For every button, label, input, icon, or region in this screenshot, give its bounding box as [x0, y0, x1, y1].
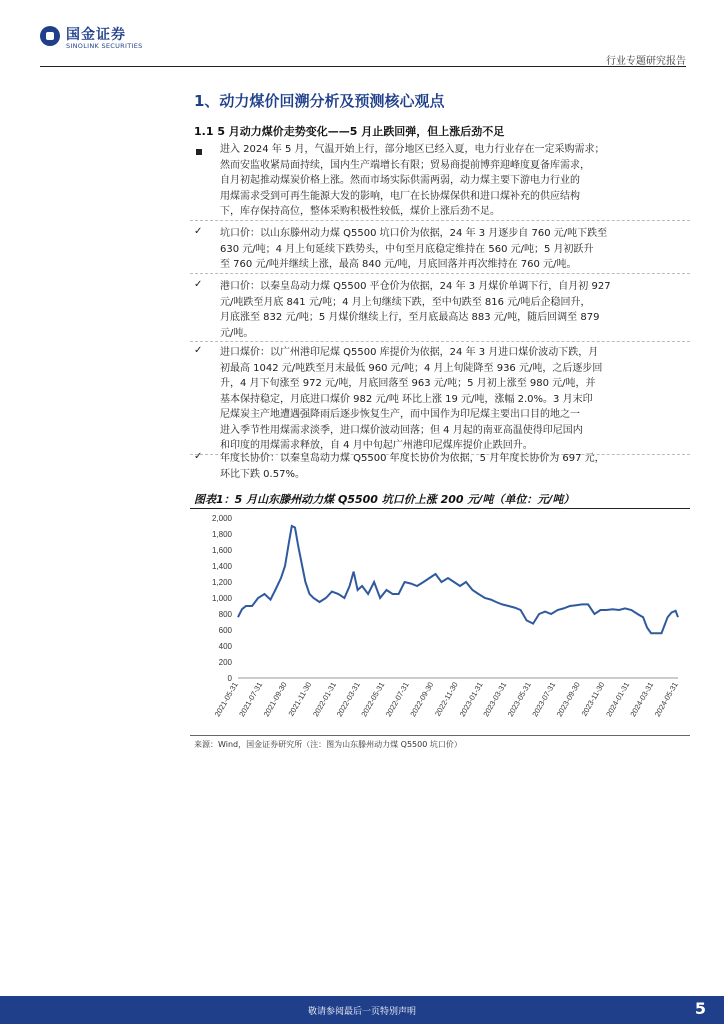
y-axis — [212, 514, 233, 683]
y-tick-label: 1,800 — [211, 530, 232, 539]
x-tick-label: 2022-03-31 — [334, 680, 362, 719]
subsection-title: 1.1 5 月动力煤价走势变化——5 月止跌回弹，但上涨后劲不足 — [194, 125, 505, 138]
x-tick-label: 2024-01-31 — [604, 680, 632, 719]
footer-disclaimer: 敬请参阅最后一页特别声明 — [307, 1007, 416, 1017]
pithead-price-series-line — [238, 526, 678, 633]
paragraph-pithead-price: 坑口价：以山东滕州动力煤 Q5500 坑口价为依据，24 年 3 月逐步自 760 元/吨下跌至 630 元/吨；4 月上旬延续下跌势头，中旬至月底稳定维持在 560 元/吨；5 月初跃升 至 760 元/吨并继续上涨，最高 840 元/吨，月底回落并再次维持在 760 元/吨。 — [220, 228, 608, 270]
logo-english-name: SINOLINK SECURITIES — [66, 42, 143, 50]
paragraph-import-price: 进口煤价：以广州港印尼煤 Q5500 库提价为依据，24 年 3 月进口煤价波动下跌，月 初最高 1042 元/吨跌至月末最低 960 元/吨；4 月上旬陡降至 936 元/吨，之后逐步回 升，4 月下旬涨至 972 元/吨，月底回落至 963 元/吨；5 月初上涨至 980 元/吨，并 基本保持稳定，月底进口煤价 982 元/吨 环比上涨 19 元/吨，涨幅 2.0%。3 月末印 尼煤炭主产地遭遇强降雨后逐步恢复生产，而中国作为印尼煤主要出口目的地之一 进入季节性用煤需求淡季，进口煤价波动回落；但 4 月起的南亚高温使得印尼国内 和印度的用煤需求释放，自 4 月中旬起广州港印尼煤库提价止跌回升。 — [220, 347, 603, 451]
figure-source-note: 来源：Wind，国金证券研究所（注：图为山东滕州动力煤 Q5500 坑口价） — [194, 740, 462, 749]
y-tick-label: 0 — [227, 674, 232, 683]
paragraph-divider — [190, 273, 690, 274]
x-tick-label: 2023-07-31 — [530, 680, 558, 719]
y-tick-label: 2,000 — [211, 514, 232, 523]
x-axis — [213, 678, 680, 718]
x-tick-label: 2021-11-30 — [286, 680, 314, 718]
x-tick-label: 2023-09-30 — [554, 680, 582, 719]
x-tick-label: 2022-11-30 — [433, 680, 460, 718]
paragraph-divider — [190, 220, 690, 221]
header-divider — [40, 66, 686, 67]
paragraph-market-overview: 进入 2024 年 5 月，气温开始上行，部分地区已经入夏，电力行业存在一定采购需求； 然而安监收紧局面持续，国内生产端增长有限；贸易商提前博弈迎峰度夏备库需求， 自月初起推动煤炭价格上涨。然而市场实际供需两弱，动力煤主要下游电力行业的 用煤需求受到可再生能源大发的影响，电厂在长协煤保供和进口煤补充的供应结构 下，库存保持高位，整体采购积极性较低，煤价上涨后劲不足。 — [220, 144, 605, 217]
coal-price-line-chart — [190, 510, 690, 734]
y-tick-label: 600 — [218, 626, 232, 635]
sinolink-logo-icon — [40, 26, 60, 46]
x-tick-label: 2021-07-31 — [237, 680, 265, 719]
square-bullet-icon — [196, 149, 202, 155]
y-tick-label: 1,600 — [211, 546, 232, 555]
x-tick-label: 2023-11-30 — [579, 680, 607, 718]
y-tick-label: 1,400 — [211, 562, 232, 571]
report-type-label: 行业专题研究报告 — [606, 56, 686, 67]
x-tick-label: 2024-05-31 — [652, 680, 680, 719]
page-header — [0, 0, 724, 72]
y-tick-label: 1,200 — [211, 578, 232, 587]
paragraph-divider — [190, 341, 690, 342]
paragraph-annual-contract-price: 年度长协价：以秦皇岛动力煤 Q5500 年度长协价为依据，5 月年度长协价为 697 元， 环比下跌 0.57%。 — [220, 453, 605, 480]
x-tick-label: 2024-03-31 — [628, 680, 656, 719]
check-bullet-icon: ✓ — [194, 279, 203, 290]
x-tick-label: 2021-09-30 — [261, 680, 289, 719]
check-bullet-icon: ✓ — [194, 345, 203, 356]
x-tick-label: 2022-05-31 — [359, 680, 387, 719]
x-tick-label: 2021-05-31 — [212, 680, 240, 719]
y-tick-label: 800 — [218, 610, 232, 619]
page-number: 5 — [694, 999, 706, 1018]
figure-title: 图表1：5 月山东滕州动力煤 Q5500 坑口价上涨 200 元/吨（单位：元/吨） — [194, 493, 575, 506]
y-tick-label: 200 — [218, 658, 232, 667]
logo-chinese-name: 国金证券 — [66, 27, 126, 43]
figure-title-rule — [190, 508, 690, 509]
y-tick-label: 400 — [218, 642, 232, 651]
x-tick-label: 2022-09-30 — [408, 680, 436, 719]
source-rule — [190, 735, 690, 736]
y-tick-label: 1,000 — [211, 594, 232, 603]
x-tick-label: 2022-01-31 — [311, 680, 339, 719]
check-bullet-icon: ✓ — [194, 451, 203, 462]
x-tick-label: 2023-01-31 — [457, 680, 485, 719]
section-title: 1、动力煤价回溯分析及预测核心观点 — [194, 92, 445, 110]
x-tick-label: 2022-07-31 — [383, 680, 411, 719]
check-bullet-icon: ✓ — [194, 226, 203, 237]
x-tick-label: 2023-05-31 — [505, 680, 533, 719]
paragraph-port-price: 港口价：以秦皇岛动力煤 Q5500 平仓价为依据，24 年 3 月煤价单调下行，自月初 927 元/吨跌至月底 841 元/吨；4 月上旬继续下跌，至中旬跌至 816 元/吨后企稳回升， 月底涨至 832 元/吨；5 月煤价继续上行，至月底最高达 883 元/吨，随后回调至 879 元/吨。 — [220, 281, 611, 339]
x-tick-label: 2023-03-31 — [481, 680, 509, 719]
